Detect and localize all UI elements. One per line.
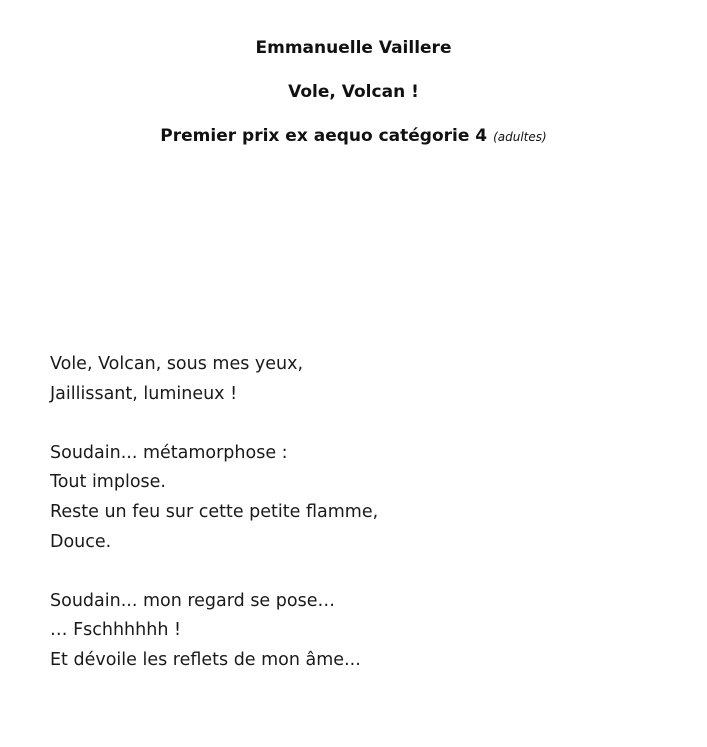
poem-line: Reste un feu sur cette petite flamme, [50, 501, 379, 522]
poem-line: Jaillissant, lumineux ! [50, 383, 238, 404]
poem-line: Douce. [50, 531, 112, 552]
stanza-break [50, 557, 670, 587]
poem-title: Vole, Volcan ! [288, 82, 419, 102]
author-name: Emmanuelle Vaillere [255, 38, 452, 58]
poem-line: Tout implose. [50, 472, 166, 493]
poem-line: Soudain... mon regard se pose… [50, 590, 335, 611]
poem-line: … Fschhhhhh ! [50, 620, 181, 641]
poem-line: Et dévoile les reflets de mon âme... [50, 649, 361, 670]
poem-line: Soudain... métamorphose : [50, 442, 288, 463]
poem-line: Vole, Volcan, sous mes yeux, [50, 354, 304, 374]
stanza-break [50, 409, 670, 439]
poem-body [50, 350, 670, 676]
award-line [0, 126, 707, 146]
award-category-note: (adultes) [493, 130, 547, 144]
award-text: Premier prix ex aequo catégorie 4 [160, 126, 488, 146]
